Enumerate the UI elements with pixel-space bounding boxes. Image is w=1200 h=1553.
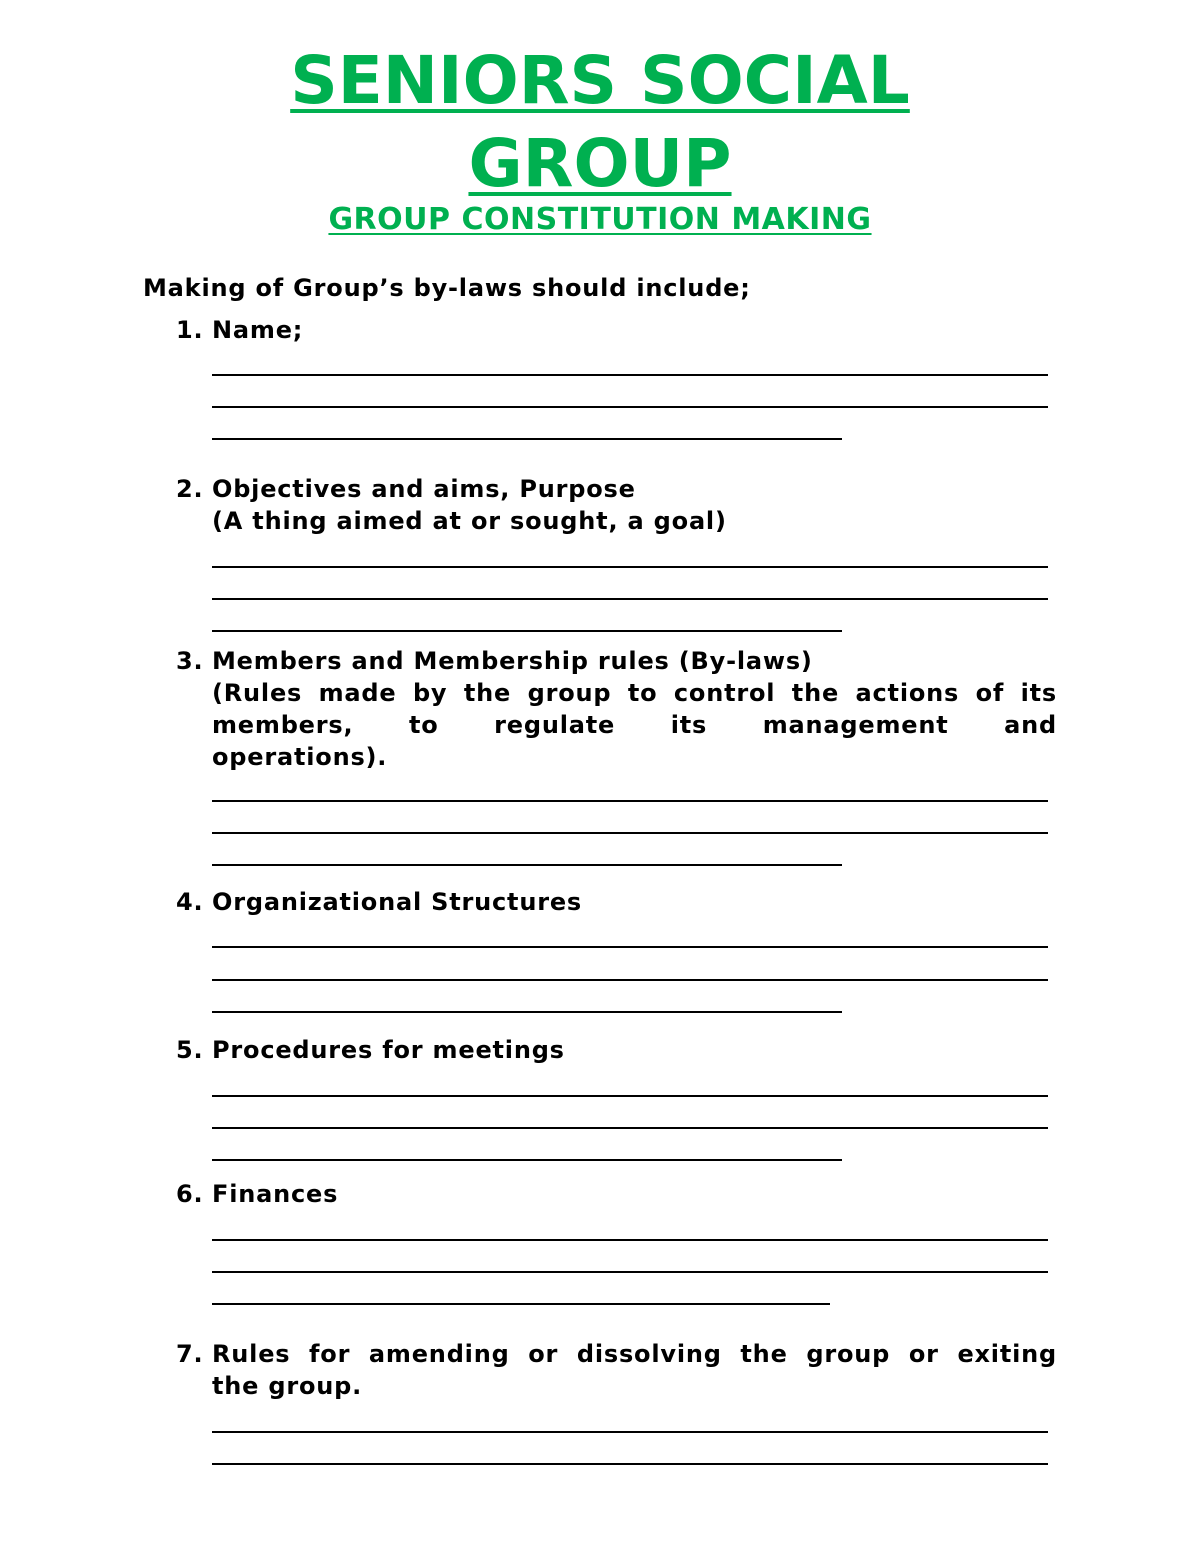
item-note-line: (Rules made by the group to control the actions of its [212, 679, 1057, 707]
item-title-text: the group. [212, 1372, 363, 1400]
item-note-line: members, to regulate its management and [212, 711, 1057, 739]
item-number: 2. [176, 475, 204, 503]
item-title-text: Rules for amending or dissolving the group or exiting [212, 1340, 1057, 1368]
item-title [212, 1178, 1057, 1210]
item-number: 5. [176, 1036, 204, 1064]
answer-line[interactable] [212, 374, 1048, 376]
item-number: 7. [176, 1340, 204, 1368]
answer-line[interactable] [212, 1095, 1048, 1097]
item-note-line: operations). [212, 743, 388, 771]
answer-line[interactable] [212, 800, 1048, 802]
answer-line[interactable] [212, 1271, 1048, 1273]
item-title-text: Organizational Structures [212, 888, 583, 916]
answer-line[interactable] [212, 1159, 842, 1161]
answer-line[interactable] [212, 566, 1048, 568]
intro-text: Making of Group’s by-laws should include; [143, 274, 751, 302]
item-title [212, 1034, 1057, 1066]
item-title-text: Finances [212, 1180, 339, 1208]
item-number: 6. [176, 1180, 204, 1208]
item-title [212, 473, 1057, 537]
page-subtitle: GROUP CONSTITUTION MAKING [328, 202, 872, 237]
answer-line[interactable] [212, 1303, 830, 1305]
answer-line[interactable] [212, 832, 1048, 834]
item-title [212, 314, 1057, 346]
item-note: (A thing aimed at or sought, a goal) [212, 507, 727, 535]
item-title [212, 886, 1057, 918]
answer-line[interactable] [212, 1127, 1048, 1129]
answer-line[interactable] [212, 438, 842, 440]
item-title [212, 645, 1057, 773]
answer-line[interactable] [212, 630, 842, 632]
item-number: 4. [176, 888, 204, 916]
answer-line[interactable] [212, 406, 1048, 408]
item-title-text: Objectives and aims, Purpose [212, 475, 636, 503]
item-title [212, 1338, 1057, 1402]
page-title-line-1: SENIORS SOCIAL [290, 42, 910, 119]
answer-line[interactable] [212, 598, 1048, 600]
page-title-line-2: GROUP [468, 125, 732, 202]
answer-line[interactable] [212, 1011, 842, 1013]
answer-line[interactable] [212, 946, 1048, 948]
answer-line[interactable] [212, 864, 842, 866]
answer-line[interactable] [212, 1463, 1048, 1465]
answer-line[interactable] [212, 1239, 1048, 1241]
item-title-text: Name; [212, 316, 304, 344]
item-number: 1. [176, 316, 204, 344]
answer-line[interactable] [212, 1431, 1048, 1433]
item-title-text: Members and Membership rules (By-laws) [212, 647, 813, 675]
item-title-text: Procedures for meetings [212, 1036, 565, 1064]
answer-line[interactable] [212, 979, 1048, 981]
item-number: 3. [176, 647, 204, 675]
